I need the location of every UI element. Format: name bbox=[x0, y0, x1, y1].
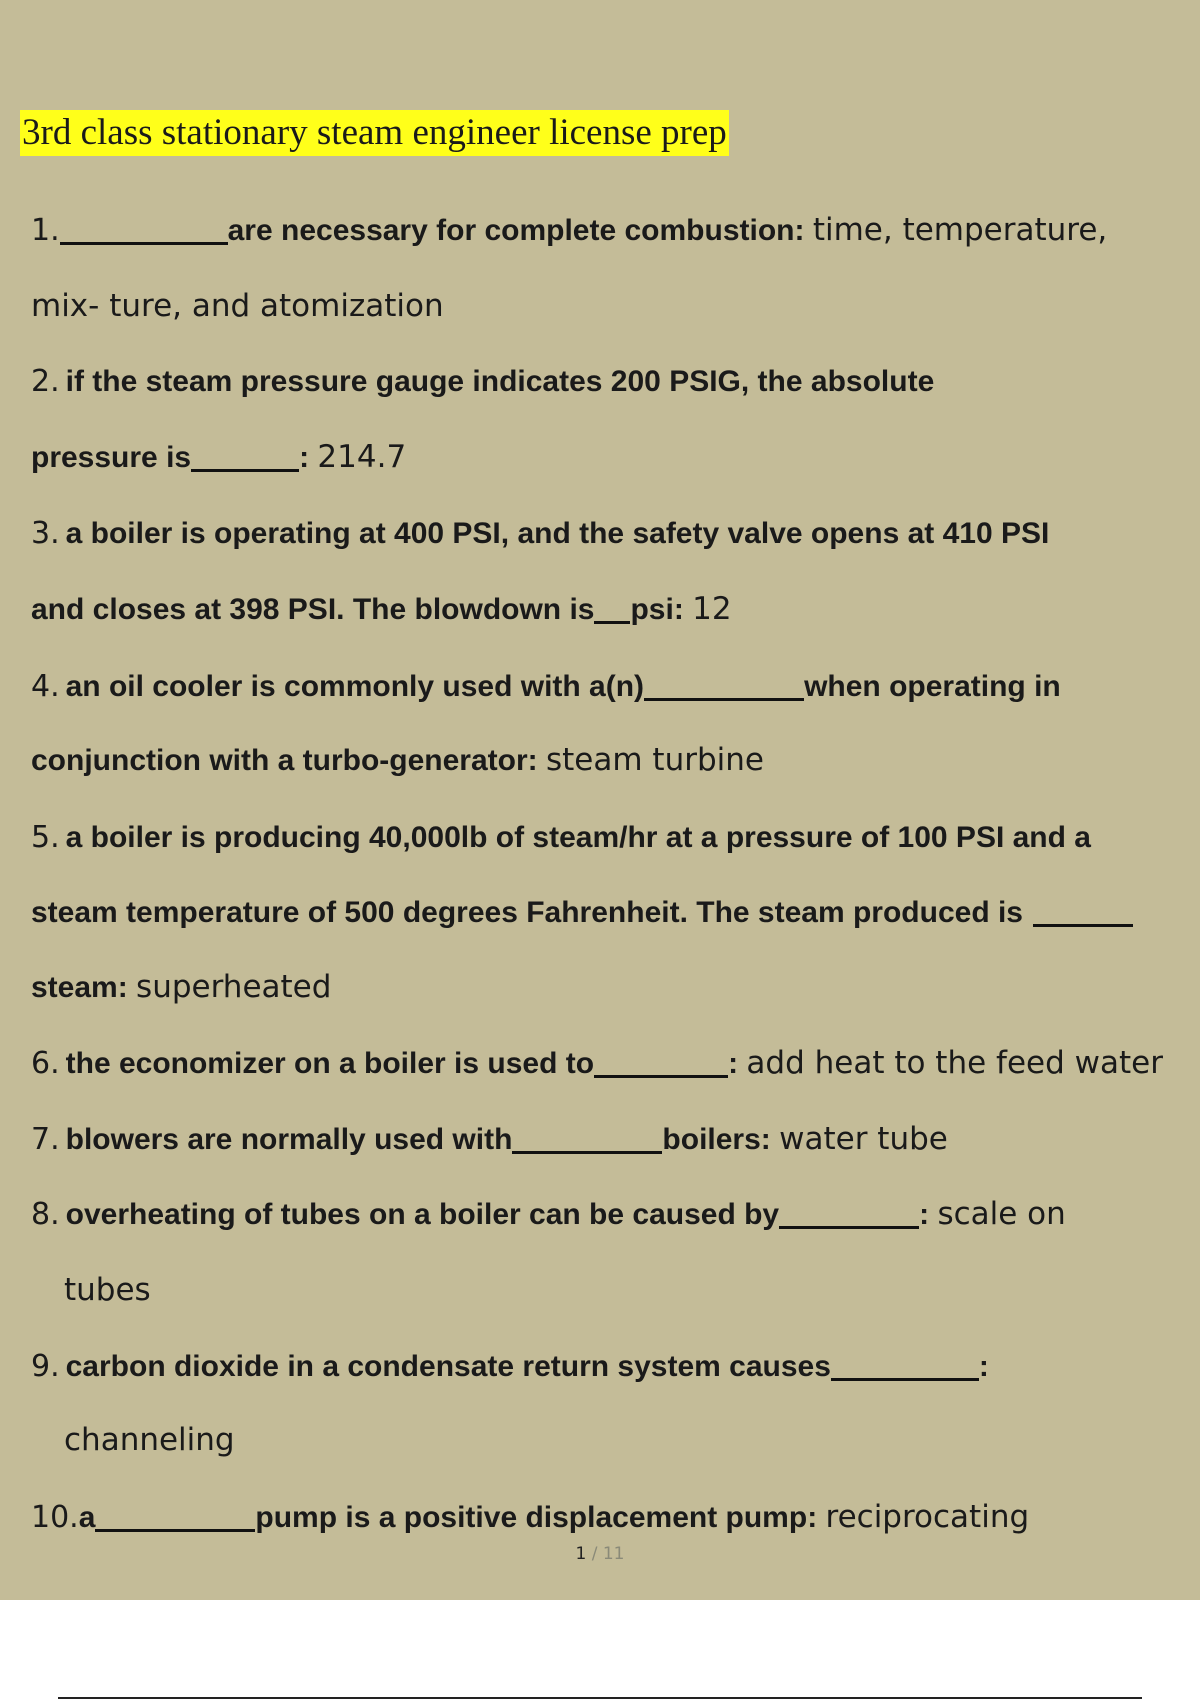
answer-continuation bbox=[64, 1270, 151, 1310]
answer-text: reciprocating bbox=[825, 1499, 1030, 1535]
question-text: an oil cooler is commonly used with a(n) bbox=[65, 670, 645, 703]
question-number: 1. bbox=[31, 213, 60, 248]
question-text: a bbox=[78, 1501, 96, 1534]
answer-separator: : bbox=[527, 744, 546, 777]
question-text: pump is a positive displacement pump bbox=[255, 1501, 808, 1534]
answer-separator: : bbox=[673, 593, 693, 626]
question-text: overheating of tubes on a boiler can be caused by bbox=[65, 1198, 780, 1231]
question-number: 9. bbox=[31, 1349, 60, 1384]
answer-continuation bbox=[64, 1420, 235, 1460]
answer-text: scale on bbox=[937, 1196, 1066, 1232]
answer-separator: : bbox=[919, 1198, 938, 1231]
answer-blank bbox=[512, 1121, 662, 1154]
question-number: 5. bbox=[31, 820, 60, 855]
question-text: blowers are normally used with bbox=[65, 1123, 513, 1156]
answer-blank bbox=[644, 668, 804, 701]
answer-text: tubes bbox=[64, 1272, 151, 1308]
question-text: and closes at 398 PSI. The blowdown is bbox=[31, 593, 595, 626]
question-item bbox=[31, 210, 1107, 250]
answer-blank bbox=[1033, 894, 1133, 927]
question-text: are necessary for complete combustion bbox=[227, 214, 795, 247]
answer-separator: : bbox=[760, 1123, 780, 1156]
document-title: 3rd class stationary steam engineer license prep bbox=[20, 110, 729, 156]
answer-separator: : bbox=[299, 441, 318, 474]
answer-text: steam turbine bbox=[545, 742, 764, 778]
answer-text: channeling bbox=[64, 1422, 235, 1458]
question-item bbox=[31, 1119, 948, 1159]
answer-blank bbox=[60, 212, 228, 245]
question-continuation bbox=[31, 437, 406, 477]
answer-separator: : bbox=[117, 971, 137, 1004]
question-text: a boiler is producing 40,000lb of steam/hr at a pressure of 100 PSI and a bbox=[65, 821, 1091, 854]
question-item bbox=[31, 817, 1091, 857]
answer-blank bbox=[95, 1499, 255, 1532]
answer-separator: : bbox=[978, 1350, 989, 1383]
footer-divider bbox=[58, 1697, 1142, 1699]
question-text: psi bbox=[630, 593, 674, 626]
question-text: a boiler is operating at 400 PSI, and the safety valve opens at 410 PSI bbox=[65, 517, 1050, 550]
answer-separator: : bbox=[807, 1501, 826, 1534]
question-number: 10. bbox=[31, 1500, 79, 1535]
answer-blank bbox=[594, 1045, 728, 1078]
question-number: 4. bbox=[31, 669, 60, 704]
answer-text: 12 bbox=[692, 591, 732, 627]
answer-blank bbox=[779, 1196, 919, 1229]
question-text: the economizer on a boiler is used to bbox=[65, 1047, 595, 1080]
answer-text: mix- ture, and atomization bbox=[31, 288, 444, 324]
answer-text: superheated bbox=[136, 969, 332, 1005]
answer-blank bbox=[831, 1348, 979, 1381]
question-continuation bbox=[31, 740, 764, 780]
question-item bbox=[31, 1043, 1163, 1083]
answer-continuation bbox=[31, 286, 444, 326]
question-text: when operating in bbox=[804, 670, 1061, 703]
question-text: steam bbox=[31, 971, 118, 1004]
question-item bbox=[31, 666, 1061, 706]
page-current: 1 bbox=[575, 1544, 587, 1564]
answer-blank bbox=[191, 439, 299, 472]
question-item bbox=[31, 1497, 1029, 1537]
answer-separator: : bbox=[728, 1047, 747, 1080]
answer-text: water tube bbox=[779, 1121, 948, 1157]
question-text: carbon dioxide in a condensate return system causes bbox=[65, 1350, 831, 1383]
question-number: 7. bbox=[31, 1122, 60, 1157]
question-item bbox=[31, 1194, 1066, 1234]
question-number: 2. bbox=[31, 364, 60, 399]
question-item bbox=[31, 513, 1049, 553]
answer-separator: : bbox=[794, 214, 813, 247]
page-indicator bbox=[0, 1543, 1200, 1565]
answer-blank bbox=[594, 591, 630, 624]
question-item bbox=[31, 361, 934, 401]
question-number: 3. bbox=[31, 516, 60, 551]
question-continuation bbox=[31, 892, 1133, 932]
question-number: 6. bbox=[31, 1046, 60, 1081]
page-separator: / bbox=[591, 1544, 598, 1564]
answer-text: 214.7 bbox=[317, 439, 407, 475]
question-continuation bbox=[31, 967, 331, 1007]
question-text: conjunction with a turbo-generator bbox=[31, 744, 528, 777]
page-total: 11 bbox=[602, 1544, 625, 1564]
question-continuation bbox=[31, 589, 732, 629]
question-text: if the steam pressure gauge indicates 200 PSIG, the absolute bbox=[65, 365, 935, 398]
answer-text: time, temperature, bbox=[812, 212, 1108, 248]
question-number: 8. bbox=[31, 1197, 60, 1232]
answer-text: add heat to the feed water bbox=[746, 1045, 1163, 1081]
question-text: steam temperature of 500 degrees Fahrenheit. The steam produced is bbox=[31, 896, 1023, 929]
question-item bbox=[31, 1346, 989, 1386]
question-text: pressure is bbox=[31, 441, 192, 474]
question-text: boilers bbox=[662, 1123, 761, 1156]
